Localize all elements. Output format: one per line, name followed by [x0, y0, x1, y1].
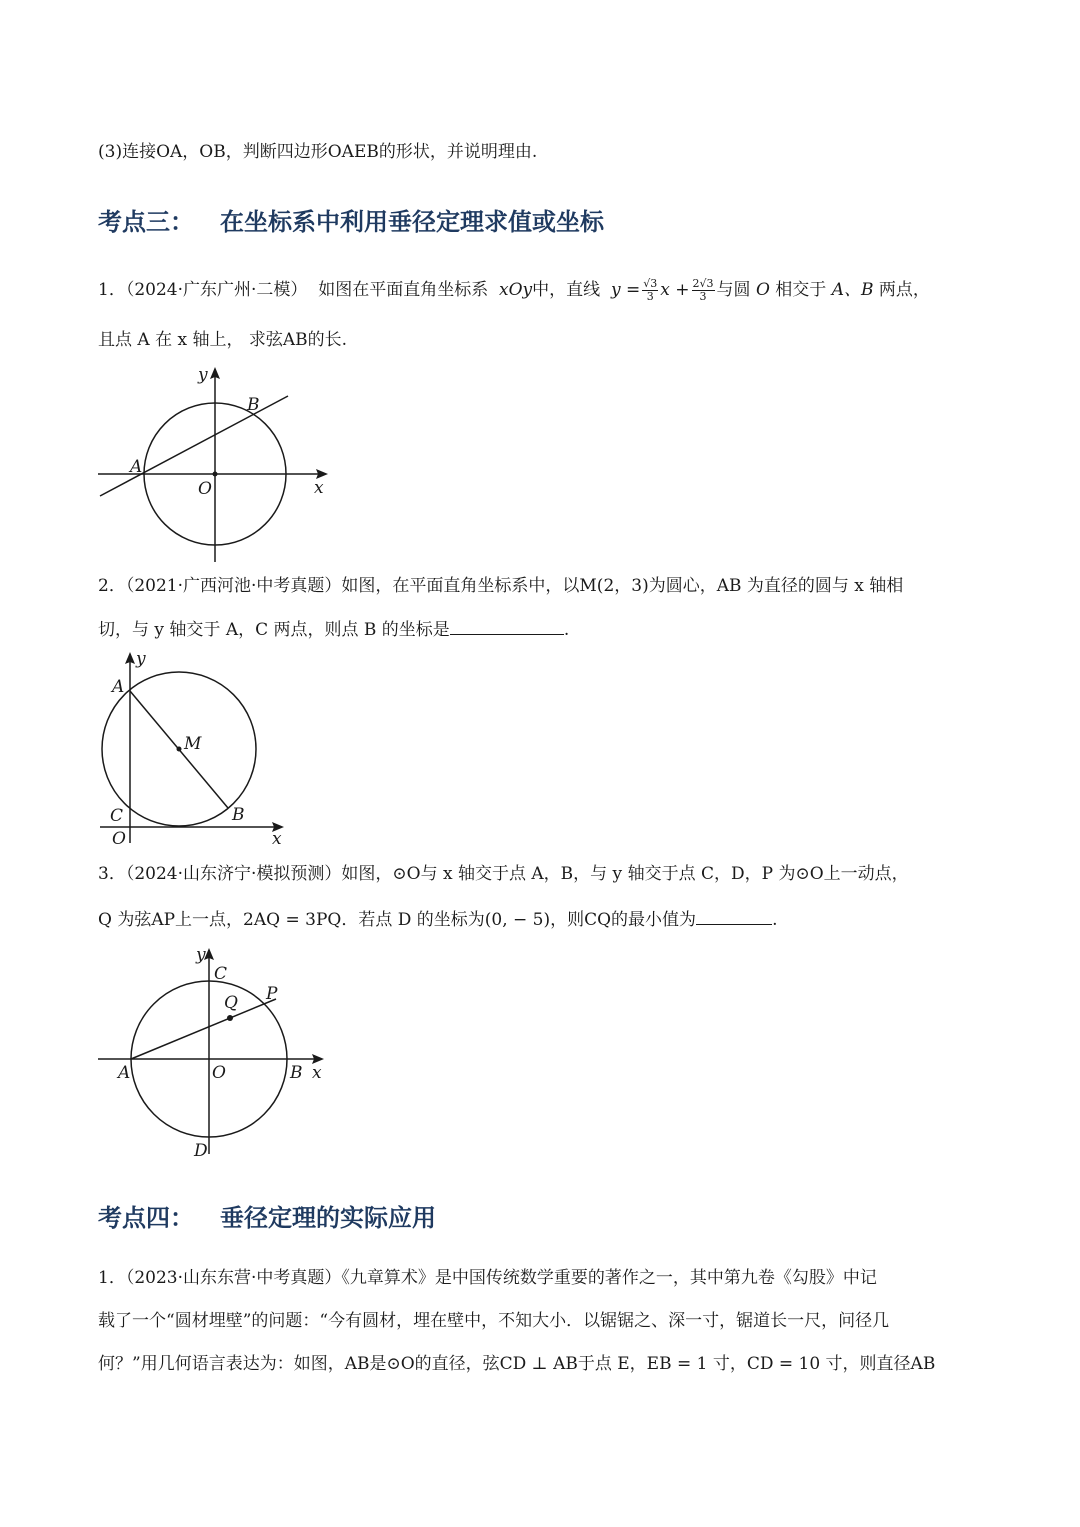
q3-number: 3．	[98, 864, 126, 884]
q1-line2: 且点 A 在 x 轴上， 求弦AB的长.	[98, 330, 348, 350]
fig3-label-o: O	[212, 1063, 226, 1083]
fig2-center-dot	[177, 747, 182, 752]
fig2-label-m: M	[184, 734, 202, 754]
section3-title: 考点三：	[98, 208, 194, 236]
q4-line3: 何？”用几何语言表达为：如图，AB是⊙O的直径，弦CD ⊥ AB于点 E，EB = 1 寸，CD = 10 寸，则直径AB	[98, 1354, 936, 1374]
figure-3	[96, 944, 336, 1164]
q2-line1	[98, 574, 903, 598]
q1-number: 1．	[98, 280, 126, 300]
fig1-label-a: A	[130, 457, 143, 477]
fig3-label-p: P	[266, 984, 278, 1004]
section3-heading	[98, 202, 604, 237]
figure-1	[96, 362, 336, 567]
q1-xoy: xOy	[499, 280, 533, 300]
prev-question-part3: (3)连接OA，OB，判断四边形OAEB的形状，并说明理由.	[98, 142, 538, 162]
q3-text-b: Q 为弦AP上一点，2AQ = 3PQ．若点 D 的坐标为(0, − 5)，则CQ的最小值为	[98, 910, 697, 930]
q3-answer-blank[interactable]	[696, 906, 772, 925]
q1-text-d: 相交于	[775, 280, 827, 300]
q4-line1	[98, 1266, 877, 1290]
section3-subtitle: 在坐标系中利用垂径定理求值或坐标	[220, 208, 604, 236]
fig1-label-y: y	[198, 365, 208, 385]
fig2-label-y: y	[136, 649, 146, 669]
q1-text-a: 如图在平面直角坐标系	[318, 280, 489, 300]
fig1-label-o: O	[198, 479, 212, 499]
fig3-label-d: D	[194, 1141, 208, 1161]
q2-answer-blank[interactable]	[450, 616, 564, 635]
q2-text-b: 切，与 y 轴交于 A，C 两点，则点 B 的坐标是	[98, 620, 450, 640]
q1-y-eq: y =	[610, 280, 641, 300]
q2-source: （2021·广西河池·中考真题）	[125, 576, 342, 596]
fig3-label-b: B	[290, 1063, 303, 1083]
q1-x-plus: x +	[660, 280, 690, 300]
q4-number: 1．	[98, 1268, 126, 1288]
fig3-label-c: C	[214, 964, 228, 984]
q1-text-e: 两点，	[878, 280, 930, 300]
q3-source: （2024·山东济宁·模拟预测）	[125, 864, 342, 884]
q1-ab-points: A、B	[831, 280, 874, 300]
q1-fraction-2: $\frac{2√3}{3}$	[692, 277, 714, 303]
fig2-label-o: O	[112, 829, 126, 849]
section4-title: 考点四：	[98, 1204, 194, 1232]
q2-text: 如图，在平面直角坐标系中，以M(2，3)为圆心，AB 为直径的圆与 x 轴相	[341, 576, 904, 596]
fig2-label-x: x	[272, 829, 282, 849]
q1-text-b: 中，直线	[532, 280, 601, 300]
q3-line2: Q 为弦AP上一点，2AQ = 3PQ．若点 D 的坐标为(0, − 5)，则CQ的最小值为 .	[98, 906, 777, 932]
section4-subtitle: 垂径定理的实际应用	[220, 1204, 436, 1232]
fig3-chord-ap	[131, 999, 276, 1059]
fig3-label-q: Q	[224, 993, 238, 1013]
q3-text: 如图，⊙O与 x 轴交于点 A，B，与 y 轴交于点 C，D，P 为⊙O上一动点，	[341, 864, 909, 884]
q4-text: 《九章算术》是中国传统数学重要的著作之一，其中第九卷《勾股》中记	[341, 1268, 877, 1288]
figure-2	[98, 648, 298, 848]
fig1-label-x: x	[314, 478, 324, 498]
fig2-label-a: A	[112, 677, 125, 697]
q4-line2: 载了一个“圆材埋壁”的问题：“今有圆材，埋在壁中，不知大小．以锯锯之、深一寸，锯道长一尺，问径几	[98, 1311, 890, 1331]
fig3-label-y: y	[196, 945, 206, 965]
fig1-origin-dot	[213, 472, 218, 477]
fig3-label-a: A	[118, 1063, 131, 1083]
q1-source: （2024·广东广州·二模）	[125, 280, 308, 300]
q4-source: （2023·山东东营·中考真题）	[125, 1268, 342, 1288]
q1-fraction-1: $\frac{√3}{3}$	[643, 277, 658, 303]
fig2-label-b: B	[232, 805, 245, 825]
q1-o-label: O	[755, 280, 770, 300]
q2-number: 2．	[98, 576, 126, 596]
fig1-label-b: B	[247, 395, 260, 415]
section4-heading	[98, 1198, 436, 1233]
q2-line2: 切，与 y 轴交于 A，C 两点，则点 B 的坐标是 .	[98, 616, 569, 642]
q1-text-c: 与圆	[716, 280, 751, 300]
fig1-line-ab	[100, 396, 288, 496]
fig2-label-c: C	[110, 806, 124, 826]
fig3-point-q	[227, 1015, 233, 1021]
q3-line1	[98, 862, 909, 886]
fig3-label-x: x	[312, 1063, 322, 1083]
q1-line1	[98, 278, 930, 303]
